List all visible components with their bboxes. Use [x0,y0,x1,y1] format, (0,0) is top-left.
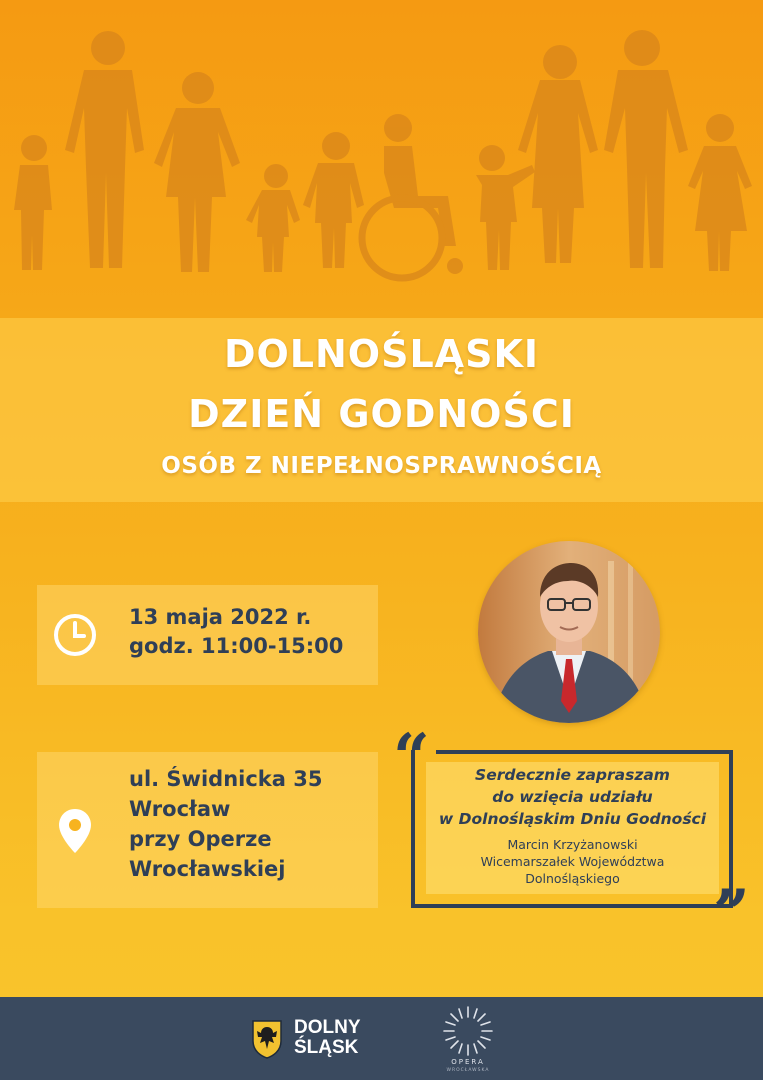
author-title-line-1: Wicemarszałek Województwa [480,854,665,869]
event-title-line-1: DOLNOŚLĄSKI [223,332,540,376]
dolny-slask-logo-text [294,1018,361,1058]
quote-line-2: do wzięcia udziału [492,788,653,806]
address-text [129,764,322,884]
author-name: Marcin Krzyżanowski [507,837,638,852]
date-text [129,603,343,661]
quote-line-1: Serdecznie zapraszam [475,766,670,784]
quote-text [426,764,719,830]
location-info-box [37,752,378,908]
dolny-slask-coat-of-arms-icon [251,1019,283,1059]
footer-bar [0,997,763,1080]
quote-frame-top [436,750,733,754]
event-time: godz. 11:00-15:00 [129,634,344,658]
opera-logo-subtext: WROCŁAWSKA [446,1068,490,1073]
address-venue-line-2: Wrocławskiej [129,857,286,881]
logo-line-2: ŚLĄSK [294,1037,359,1058]
address-street: ul. Świdnicka 35 [129,767,323,791]
event-title-line-2: DZIEŃ GODNOŚCI [188,392,575,436]
quote-close-icon: ” [713,876,750,951]
quote-line-3: w Dolnośląskim Dniu Godności [438,810,707,828]
event-subtitle: OSÓB Z NIEPEŁNOSPRAWNOŚCIĄ [161,453,602,479]
clock-icon [52,612,98,658]
quote-open-icon: “ [393,720,430,795]
location-pin-icon [57,807,93,855]
date-info-box [37,585,378,685]
opera-wroclawska-logo-icon [441,1004,495,1058]
opera-logo-text: OPERA [451,1058,485,1066]
address-city: Wrocław [129,797,231,821]
quote-author [426,836,719,887]
speaker-photo [478,541,660,723]
event-date: 13 maja 2022 r. [129,605,312,629]
logo-line-1: DOLNY [294,1017,361,1038]
people-silhouettes-illustration [0,0,763,300]
author-title-line-2: Dolnośląskiego [525,871,620,886]
address-venue-line-1: przy Operze [129,827,272,851]
